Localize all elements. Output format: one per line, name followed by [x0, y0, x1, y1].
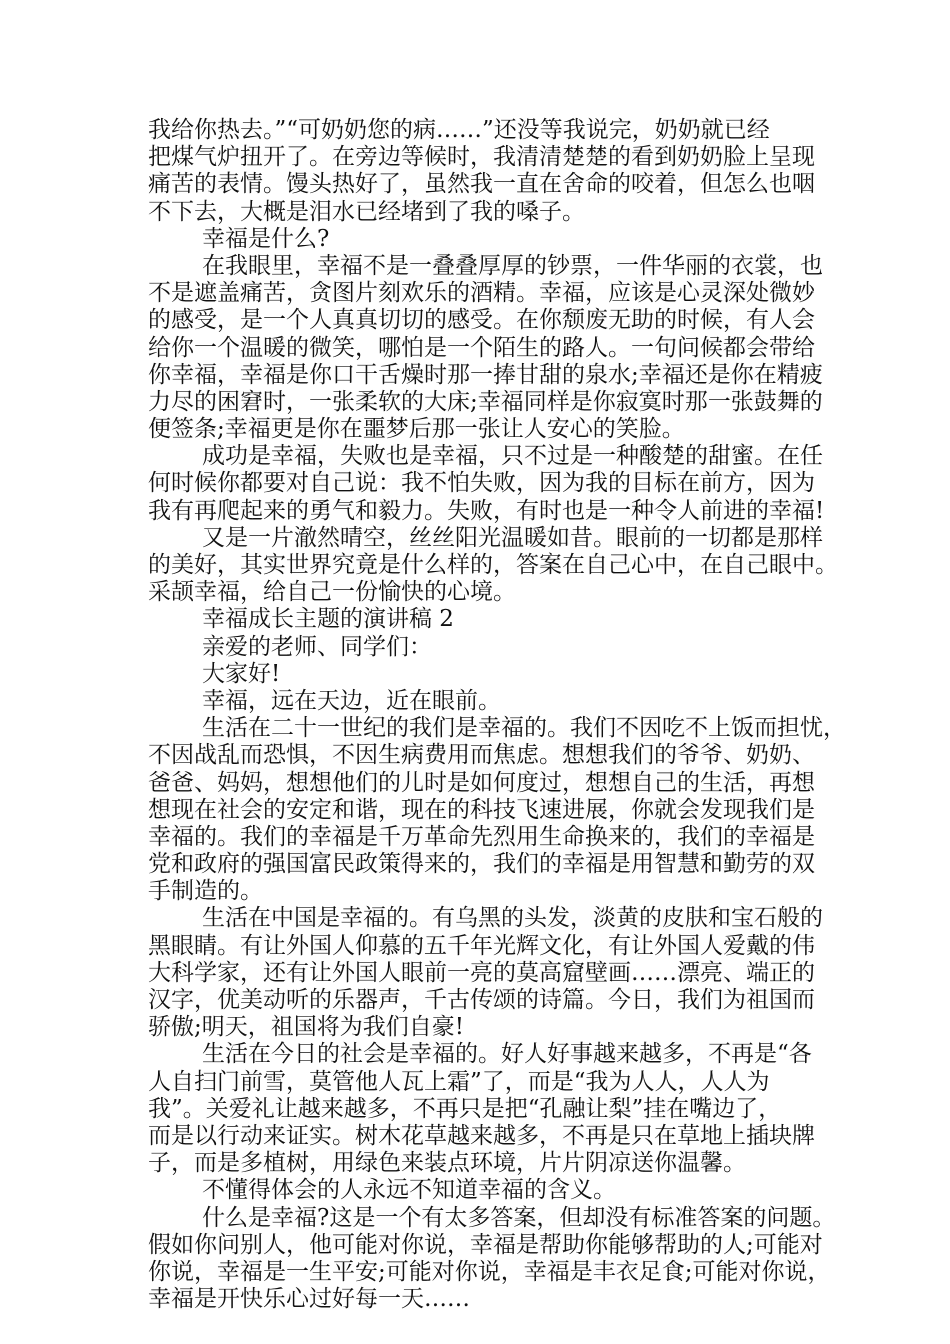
text-line: 大家好! [202, 660, 281, 687]
text-line: 幸福成长主题的演讲稿 2 [202, 606, 454, 633]
text-line: 假如你问别人，他可能对你说，幸福是帮助你能够帮助的人;可能对 [148, 1231, 823, 1258]
text-line: 子，而是多植树，用绿色来装点环境，片片阴凉送你温馨。 [148, 1150, 746, 1177]
text-line: 采颉幸福，给自己一份愉快的心境。 [148, 579, 516, 606]
text-line: 幸福的。我们的幸福是千万革命先烈用生命换来的，我们的幸福是 [148, 823, 815, 850]
text-line: 成功是幸福，失败也是幸福，只不过是一种酸楚的甜蜜。在任 [202, 443, 823, 470]
text-line: 亲爱的老师、同学们： [202, 633, 432, 660]
text-line: 骄傲;明天，祖国将为我们自豪! [148, 1014, 464, 1041]
text-line: 生活在二十一世纪的我们是幸福的。我们不因吃不上饭而担忧， [202, 715, 846, 742]
text-line: 幸福是什么? [202, 225, 330, 252]
text-line: 便签条;幸福更是你在噩梦后那一张让人安心的笑脸。 [148, 416, 685, 443]
text-line: 把煤气炉扭开了。在旁边等候时，我清清楚楚的看到奶奶脸上呈现 [148, 144, 815, 171]
text-line: 幸福是开快乐心过好每一天…… [148, 1286, 470, 1313]
text-line: 在我眼里，幸福不是一叠叠厚厚的钞票，一件华丽的衣裳，也 [202, 252, 823, 279]
text-line: 人自扫门前雪，莫管他人瓦上霜”了，而是“我为人人，人人为 [148, 1068, 770, 1095]
text-line: 生活在中国是幸福的。有乌黑的头发，淡黄的皮肤和宝石般的 [202, 905, 823, 932]
text-line: 你说，幸福是一生平安;可能对你说，幸福是丰衣足食;可能对你说， [148, 1258, 831, 1285]
text-line: 我给你热去。”“可奶奶您的病……”还没等我说完，奶奶就已经 [148, 117, 770, 143]
text-line: 我”。关爱礼让越来越多，不再只是把“孔融让梨”挂在嘴边了， [148, 1095, 782, 1122]
text-line: 而是以行动来证实。树木花草越来越多，不再是只在草地上插块牌 [148, 1122, 815, 1149]
text-line: 的感受，是一个人真真切切的感受。在你颓废无助的时候，有人会 [148, 307, 815, 334]
text-line: 你幸福，幸福是你口干舌燥时那一捧甘甜的泉水;幸福还是你在精疲 [148, 361, 823, 388]
text-line: 痛苦的表情。馒头热好了，虽然我一直在舍命的咬着，但怎么也咽 [148, 171, 815, 198]
text-line: 爸爸、妈妈，想想他们的儿时是如何度过，想想自己的生活，再想 [148, 769, 815, 796]
text-line: 什么是幸福?这是一个有太多答案，但却没有标准答案的问题。 [202, 1204, 836, 1231]
text-line: 幸福，远在天边，近在眼前。 [202, 687, 501, 714]
text-line: 党和政府的强国富民政策得来的，我们的幸福是用智慧和勤劳的双 [148, 851, 815, 878]
text-line: 手制造的。 [148, 878, 263, 905]
text-line: 想现在社会的安定和谐，现在的科技飞速进展，你就会发现我们是 [148, 796, 815, 823]
text-line: 汉字，优美动听的乐器声，千古传颂的诗篇。今日，我们为祖国而 [148, 987, 815, 1013]
text-line: 不是遮盖痛苦，贪图片刻欢乐的酒精。幸福，应该是心灵深处微妙 [148, 280, 815, 307]
text-line: 不因战乱而恐惧，不因生病费用而焦虑。想想我们的爷爷、奶奶、 [148, 742, 815, 769]
text-line: 生活在今日的社会是幸福的。好人好事越来越多，不再是“各 [202, 1041, 812, 1068]
text-line: 的美好，其实世界究竟是什么样的，答案在自己心中，在自己眼中。 [148, 552, 838, 578]
text-line: 我有再爬起来的勇气和毅力。失败，有时也是一种令人前进的幸福! [148, 497, 825, 524]
text-line: 何时候你都要对自己说：我不怕失败，因为我的目标在前方，因为 [148, 470, 815, 497]
text-line: 不下去，大概是泪水已经堵到了我的嗓子。 [148, 198, 585, 225]
text-line: 力尽的困窘时，一张柔软的大床;幸福同样是你寂寞时那一张鼓舞的 [148, 388, 823, 415]
text-line: 黑眼睛。有让外国人仰慕的五千年光辉文化，有让外国人爱戴的伟 [148, 932, 815, 959]
text-line: 给你一个温暖的微笑，哪怕是一个陌生的路人。一句问候都会带给 [148, 334, 815, 361]
text-line: 不懂得体会的人永远不知道幸福的含义。 [202, 1177, 616, 1204]
text-line: 又是一片澈然晴空，丝丝阳光温暖如昔。眼前的一切都是那样 [202, 524, 823, 551]
text-line: 大科学家，还有让外国人眼前一亮的莫高窟壁画……漂亮、端正的 [148, 959, 815, 986]
document-page [148, 117, 846, 1313]
